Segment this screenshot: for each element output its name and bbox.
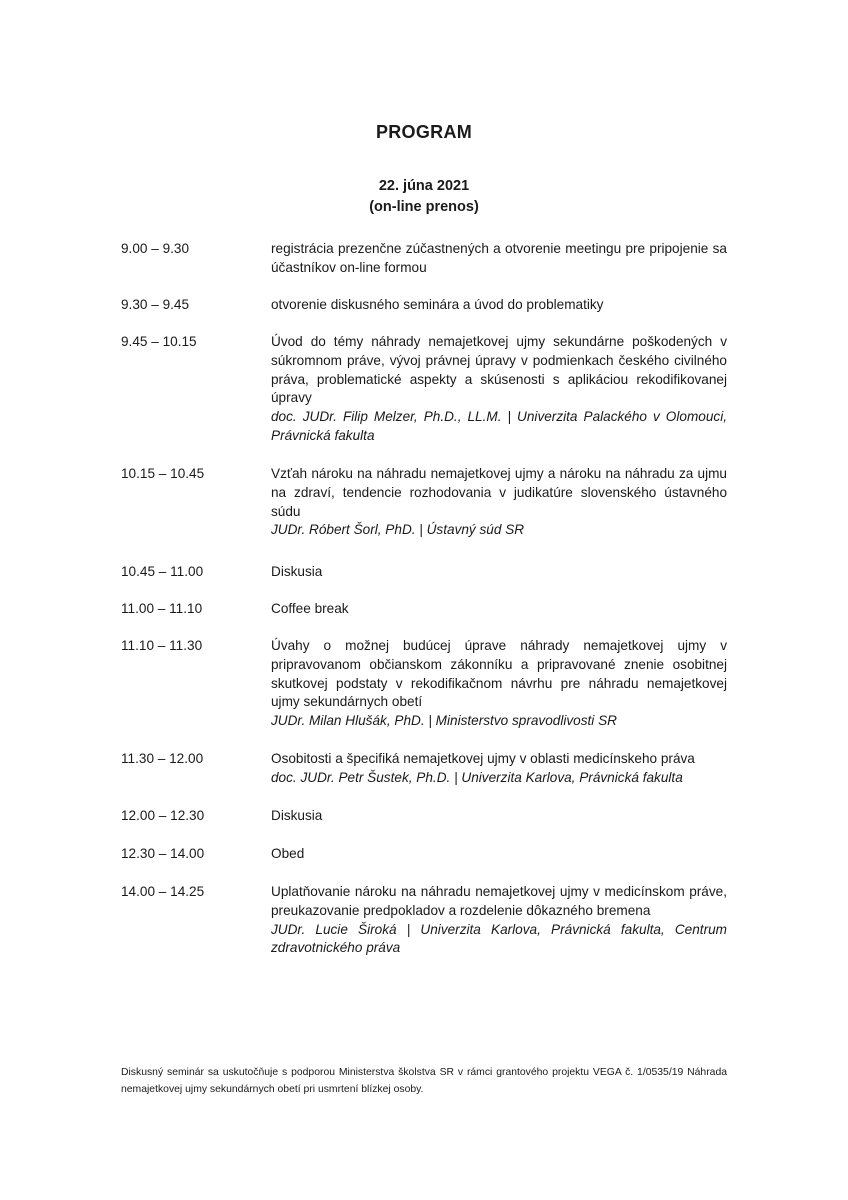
schedule-speaker: JUDr. Milan Hlušák, PhD. | Ministerstvo spravodlivosti SR <box>271 713 617 729</box>
schedule-time: 11.30 – 12.00 <box>121 751 204 766</box>
event-subtitle <box>0 176 848 218</box>
schedule-time: 9.45 – 10.15 <box>121 334 197 349</box>
schedule-description: Vzťah nároku na náhradu nemajetkovej ujmy a nároku na náhradu za ujmu na zdraví, tendencie rozhodovania v judikatúre slovenského ústavného súdu <box>271 466 727 519</box>
schedule-speaker: JUDr. Róbert Šorl, PhD. | Ústavný súd SR <box>271 522 525 538</box>
schedule-content <box>271 845 727 864</box>
schedule-time: 9.30 – 9.45 <box>121 297 190 312</box>
schedule-content <box>271 883 727 958</box>
schedule-content <box>271 333 727 446</box>
page-title: PROGRAM <box>375 122 473 142</box>
schedule-content <box>271 637 727 731</box>
schedule-time: 11.10 – 11.30 <box>121 638 203 653</box>
schedule-description: Úvod do témy náhrady nemajetkovej ujmy sekundárne poškodených v súkromnom práve, vývoj právnej úpravy v podmienkach českého civilného práva, problematické aspekty a skúsenosti s aplikáciou rekodifikovanej úpravy <box>271 334 727 406</box>
footer-note: Diskusný seminár sa uskutočňuje s podporou Ministerstva školstva SR v rámci grantového projektu VEGA č. 1/0535/19 Náhrada nemajetkovej ujmy sekundárnych obetí pri usmrtení blízkej osoby. <box>121 1067 727 1095</box>
schedule-description: Coffee break <box>271 601 349 616</box>
schedule-content <box>271 465 727 540</box>
schedule-time: 12.00 – 12.30 <box>121 808 205 823</box>
schedule-description: Uplatňovanie nároku na náhradu nemajetkovej ujmy v medicínskom práve, preukazovanie predpokladov a rozdelenie dôkazného bremena <box>271 884 727 918</box>
schedule-time: 11.00 – 11.10 <box>121 601 203 616</box>
schedule-content <box>271 563 727 582</box>
schedule-time: 10.15 – 10.45 <box>121 466 205 481</box>
schedule-speaker: doc. JUDr. Filip Melzer, Ph.D., LL.M. | Univerzita Palackého v Olomouci, Právnická fakulta <box>271 409 727 443</box>
schedule-time: 9.00 – 9.30 <box>121 241 190 256</box>
schedule-description: otvorenie diskusného seminára a úvod do problematiky <box>271 297 604 312</box>
schedule-time: 14.00 – 14.25 <box>121 884 205 899</box>
schedule-description: Obed <box>271 846 305 861</box>
schedule-time: 12.30 – 14.00 <box>121 846 205 861</box>
schedule-content <box>271 750 727 788</box>
schedule-content <box>271 807 727 826</box>
schedule-content <box>271 240 727 278</box>
event-date: 22. júna 2021 <box>378 178 470 194</box>
schedule-description: Diskusia <box>271 564 323 579</box>
schedule-time: 10.45 – 11.00 <box>121 564 204 579</box>
schedule-description: registrácia prezenčne zúčastnených a otvorenie meetingu pre pripojenie sa účastníkov on-line formou <box>271 241 727 275</box>
schedule-content <box>271 600 727 619</box>
schedule-description: Osobitosti a špecifiká nemajetkovej ujmy v oblasti medicínskeho práva <box>271 751 695 766</box>
schedule-description: Úvahy o možnej budúcej úprave náhrady nemajetkovej ujmy v pripravovanom občianskom zákonníku a pripravované znenie osobitnej skutkovej podstaty v rekodifikačnom návrhu pre náhradu nemajetkovej ujmy sekundárnych obetí <box>271 638 727 710</box>
schedule-speaker: doc. JUDr. Petr Šustek, Ph.D. | Univerzita Karlova, Právnická fakulta <box>271 769 683 785</box>
schedule-speaker: JUDr. Lucie Široká | Univerzita Karlova, Právnická fakulta, Centrum zdravotnického práva <box>271 921 727 956</box>
schedule-description: Diskusia <box>271 808 323 823</box>
event-mode: (on-line prenos) <box>369 199 479 215</box>
schedule-content <box>271 296 727 315</box>
